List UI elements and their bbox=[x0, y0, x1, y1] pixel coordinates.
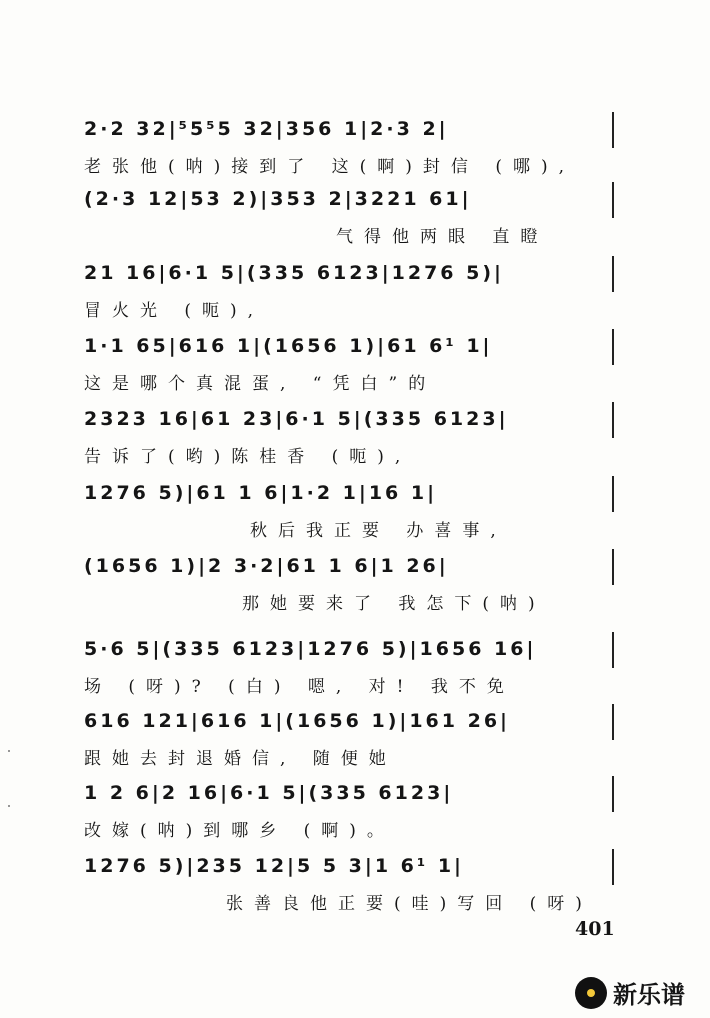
lyrics: 场 (呀)? (白) 嗯, 对! 我不免 bbox=[84, 677, 515, 697]
lyrics: 冒火光 (呃), bbox=[84, 301, 265, 321]
barline bbox=[612, 182, 614, 218]
notation: 5·6 5|(335 6123|1276 5)|1656 16| bbox=[84, 638, 537, 660]
barline bbox=[612, 329, 614, 365]
score-line bbox=[0, 408, 710, 480]
notation: 616 121|616 1|(1656 1)|161 26| bbox=[84, 710, 510, 732]
score-line bbox=[0, 855, 710, 927]
notation: 1 2 6|2 16|6·1 5|(335 6123| bbox=[84, 782, 454, 804]
barline bbox=[612, 632, 614, 668]
barline bbox=[612, 704, 614, 740]
score-line bbox=[0, 710, 710, 782]
notation: (1656 1)|2 3·2|61 1 6|1 26| bbox=[84, 555, 449, 577]
score-line bbox=[0, 555, 710, 627]
score-line bbox=[0, 638, 710, 710]
lyrics: 气得他两眼 直瞪 bbox=[336, 227, 549, 247]
notation: 21 16|6·1 5|(335 6123|1276 5)| bbox=[84, 262, 504, 284]
lyrics: 老张他(呐)接到了 这(啊)封信 (哪), bbox=[84, 157, 576, 177]
notation: 1276 5)|235 12|5 5 3|1 6¹ 1| bbox=[84, 855, 464, 877]
barline bbox=[612, 849, 614, 885]
score-line bbox=[0, 482, 710, 554]
logo-text: 新乐谱 bbox=[613, 981, 685, 1009]
site-logo bbox=[575, 975, 685, 1010]
notation: (2·3 12|53 2)|353 2|3221 61| bbox=[84, 188, 472, 210]
barline bbox=[612, 776, 614, 812]
notation: 1·1 65|616 1|(1656 1)|61 6¹ 1| bbox=[84, 335, 493, 357]
notation: 2323 16|61 23|6·1 5|(335 6123| bbox=[84, 408, 509, 430]
score-line bbox=[0, 262, 710, 334]
lyrics: 这是哪个真混蛋, “凭白”的 bbox=[84, 374, 437, 394]
barline bbox=[612, 112, 614, 148]
page-number: 401 bbox=[575, 918, 615, 940]
lyrics: 张善良他正要(哇)写回 (呀) bbox=[226, 894, 593, 914]
barline bbox=[612, 476, 614, 512]
notation: 2·2 32|⁵5⁵5 32|356 1|2·3 2| bbox=[84, 118, 449, 140]
record-disc-icon bbox=[575, 977, 607, 1009]
lyrics: 秋后我正要 办喜事, bbox=[250, 521, 507, 541]
score-line bbox=[0, 335, 710, 407]
barline bbox=[612, 402, 614, 438]
lyrics: 改嫁(呐)到哪乡 (啊)。 bbox=[84, 821, 395, 841]
score-line bbox=[0, 118, 710, 190]
lyrics: 那她要来了 我怎下(呐) bbox=[242, 594, 546, 614]
notation: 1276 5)|61 1 6|1·2 1|16 1| bbox=[84, 482, 438, 504]
lyrics: 跟她去封退婚信, 随便她 bbox=[84, 749, 397, 769]
lyrics: 告诉了(哟)陈桂香 (呃), bbox=[84, 447, 412, 467]
barline bbox=[612, 549, 614, 585]
score-line bbox=[0, 782, 710, 854]
score-line bbox=[0, 188, 710, 260]
barline bbox=[612, 256, 614, 292]
